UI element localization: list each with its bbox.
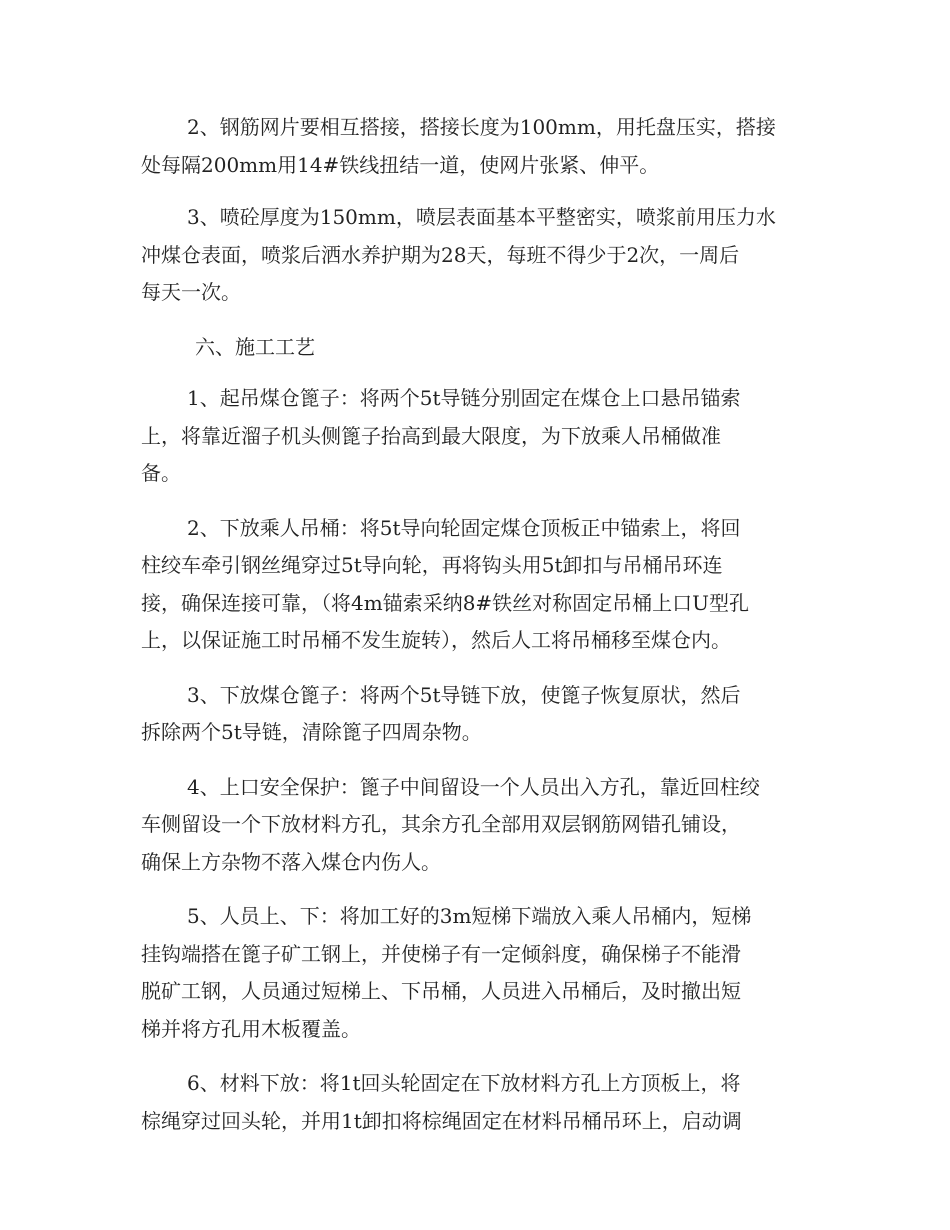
line-text: 柱绞车牵引钢丝绳穿过5t导向轮，再将钩头用5t卸扣与吊桶吊环连 xyxy=(141,553,723,577)
paragraph-line xyxy=(141,1011,811,1049)
paragraph xyxy=(141,510,811,660)
paragraph-line xyxy=(141,1065,811,1103)
line-text: 2、下放乘人吊桶：将5t导向轮固定煤仓顶板正中锚索上，将回 xyxy=(187,515,741,540)
paragraph xyxy=(141,898,811,1048)
line-text: 2、钢筋网片要相互搭接，搭接长度为100mm，用托盘压实，搭接 xyxy=(187,115,776,139)
line-text: 处每隔200mm用14#铁线扭结一道，使网片张紧、伸平。 xyxy=(141,152,660,177)
paragraph-line xyxy=(141,274,811,312)
line-text: 冲煤仓表面，喷浆后洒水养护期为28天，每班不得少于2次，一周后 xyxy=(141,242,740,267)
paragraph xyxy=(141,109,811,184)
paragraph-line xyxy=(141,898,811,936)
line-text: 上，以保证施工时吊桶不发生旋转），然后人工将吊桶移至煤仓内。 xyxy=(141,628,731,652)
paragraph xyxy=(141,1065,811,1140)
paragraph-line xyxy=(141,714,811,752)
paragraph-line xyxy=(141,844,811,882)
line-text: 4、上口安全保护：篦子中间留设一个人员出入方孔，靠近回柱绞 xyxy=(187,774,760,799)
line-text: 上，将靠近溜子机头侧篦子抬高到最大限度，为下放乘人吊桶做准 xyxy=(141,423,721,448)
line-text: 3、下放煤仓篦子：将两个5t导链下放，使篦子恢复原状，然后 xyxy=(187,682,741,707)
paragraph-line xyxy=(141,199,811,237)
paragraph-line xyxy=(141,237,811,275)
line-text: 每天一次。 xyxy=(141,280,241,304)
paragraph-line xyxy=(141,622,811,660)
line-text: 3、喷砼厚度为150mm，喷层表面基本平整密实，喷浆前用压力水 xyxy=(187,205,776,229)
paragraph xyxy=(141,380,811,493)
document-page xyxy=(141,109,811,1157)
line-text: 脱矿工钢，人员通过短梯上、下吊桶，人员进入吊桶后，及时撤出短 xyxy=(141,979,741,1003)
line-text: 备。 xyxy=(141,461,181,485)
paragraph-line xyxy=(141,936,811,974)
paragraph xyxy=(141,769,811,882)
paragraph-line xyxy=(141,380,811,418)
paragraph-line xyxy=(141,547,811,585)
paragraph-line xyxy=(141,677,811,715)
line-text: 拆除两个5t导链，清除篦子四周杂物。 xyxy=(141,720,482,744)
line-text: 挂钩端搭在篦子矿工钢上，并使梯子有一定倾斜度，确保梯子不能滑 xyxy=(141,941,741,966)
line-text: 5、人员上、下：将加工好的3m短梯下端放入乘人吊桶内，短梯 xyxy=(187,904,752,928)
paragraph-line xyxy=(141,585,811,623)
paragraph-line xyxy=(141,455,811,493)
paragraph-line xyxy=(141,147,811,185)
paragraph-line xyxy=(141,1103,811,1141)
line-text: 1、起吊煤仓篦子：将两个5t导链分别固定在煤仓上口悬吊锚索 xyxy=(187,386,741,410)
line-text: 棕绳穿过回头轮，并用1t卸扣将棕绳固定在材料吊桶吊环上，启动调 xyxy=(141,1108,742,1133)
paragraph xyxy=(141,199,811,312)
line-text: 6、材料下放：将1t回头轮固定在下放材料方孔上方顶板上，将 xyxy=(187,1071,741,1095)
section-heading: 六、施工工艺 xyxy=(195,334,315,359)
paragraph-line xyxy=(141,806,811,844)
paragraph-line xyxy=(141,510,811,548)
paragraph-line xyxy=(141,418,811,456)
line-text: 梯并将方孔用木板覆盖。 xyxy=(141,1016,361,1041)
paragraph-line xyxy=(141,769,811,807)
line-text: 车侧留设一个下放材料方孔，其余方孔全部用双层钢筋网错孔铺设， xyxy=(141,812,741,836)
line-text: 确保上方杂物不落入煤仓内伤人。 xyxy=(141,849,441,874)
paragraph-line xyxy=(141,109,811,147)
paragraph-line xyxy=(141,973,811,1011)
line-text: 接，确保连接可靠，（将4m锚索采纳8#铁丝对称固定吊桶上口U型孔 xyxy=(141,590,750,615)
paragraph xyxy=(141,677,811,752)
